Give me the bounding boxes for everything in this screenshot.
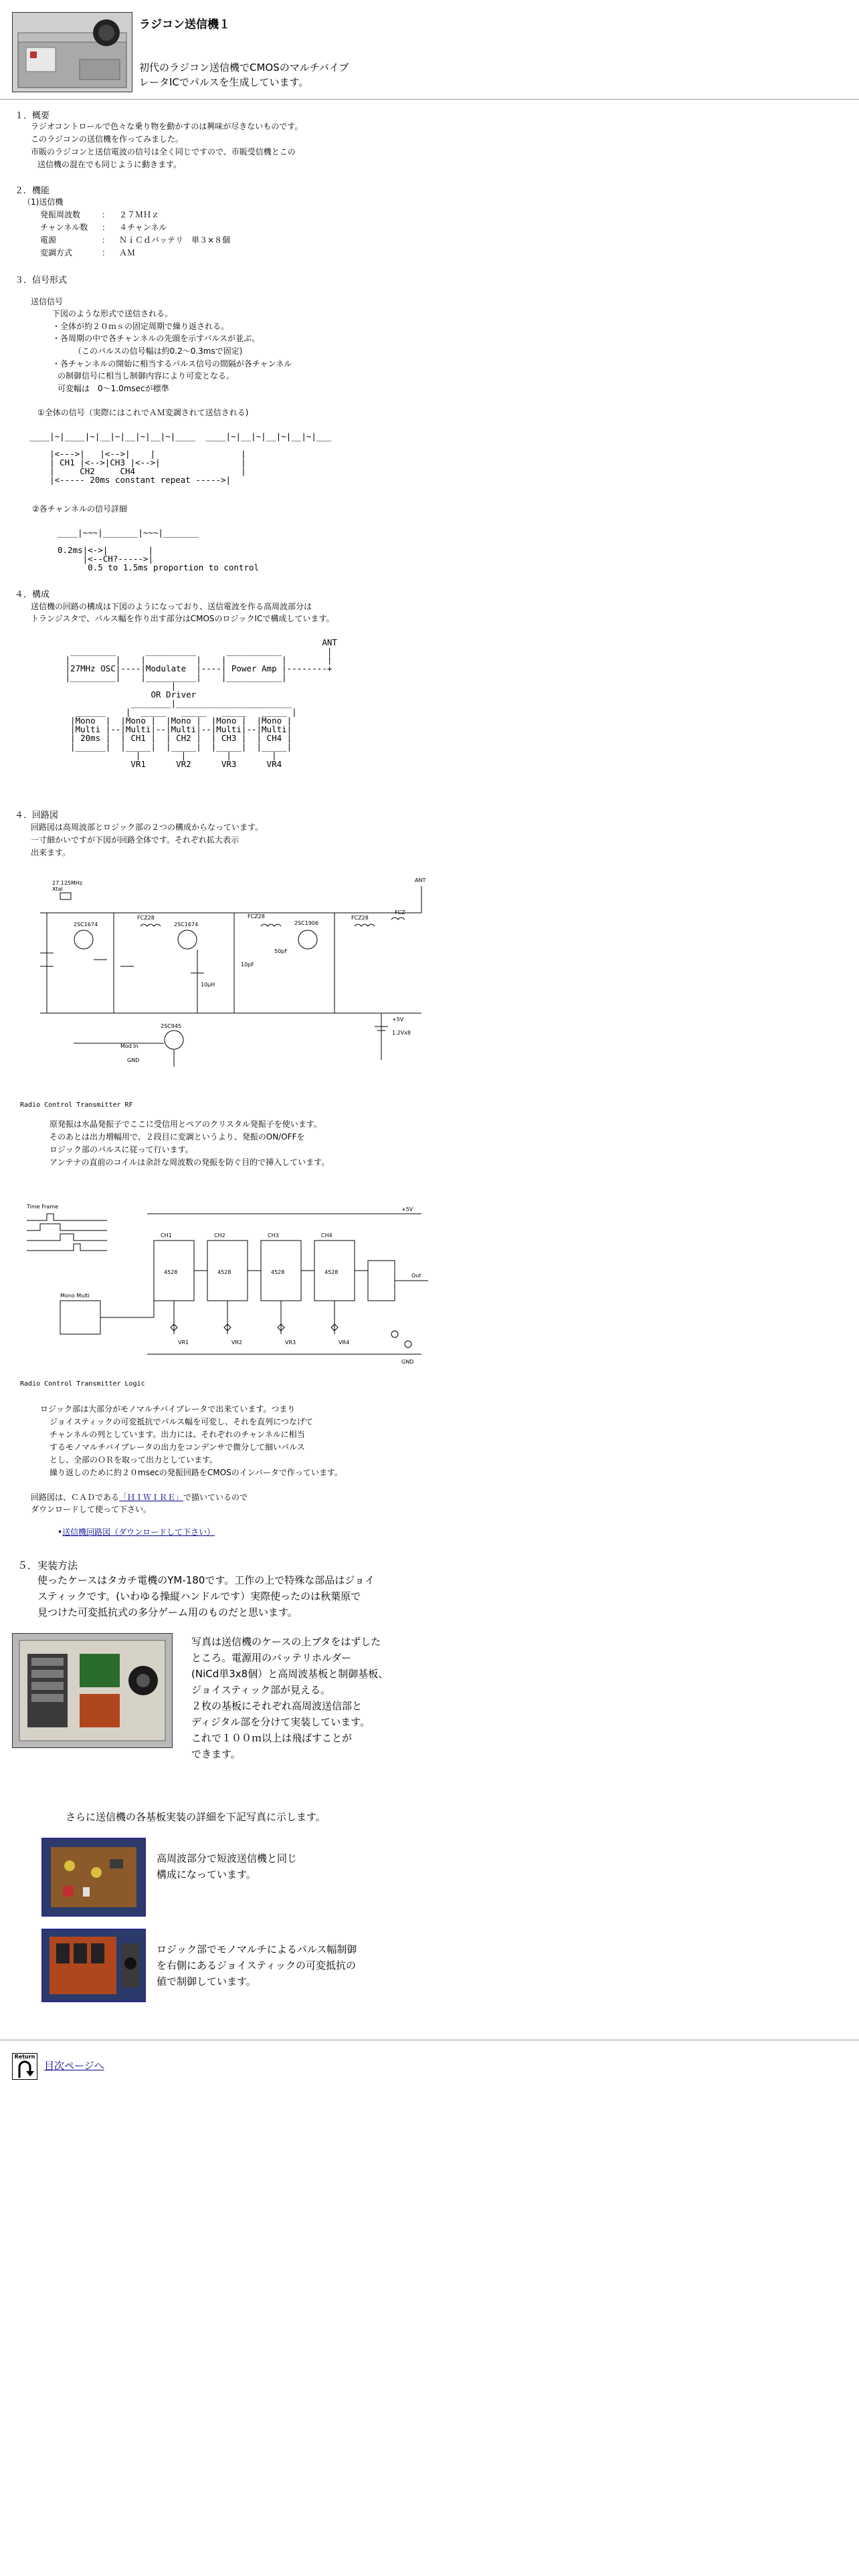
rf-label: 27.125MHz xyxy=(52,880,83,886)
spec-sep: ： xyxy=(102,248,110,257)
spec-key: 電源 xyxy=(40,235,57,245)
assembly-line: 使ったケースはタカチ電機のYM-180です。工作の上で特殊な部品はジョイ xyxy=(37,1574,375,1586)
logic-label: Out xyxy=(411,1273,421,1279)
rf-label: 2SC1906 xyxy=(294,920,319,926)
rf-label: FCZ xyxy=(395,909,405,916)
photo-desc-line: ２枚の基板にそれぞれ高周波送信部と xyxy=(191,1700,363,1712)
return-icon[interactable] xyxy=(12,2053,37,2080)
signal-subheading: 送信信号 xyxy=(31,297,64,306)
fig2-caption: ②各チャンネルの信号詳細 xyxy=(32,504,128,514)
section-heading-features: ２．機能 xyxy=(15,186,50,196)
transmitter-photo xyxy=(12,12,132,92)
logic-label: 4528 xyxy=(164,1269,178,1275)
spec-sep: ： xyxy=(102,223,110,232)
section-heading-schematic: ４．回路図 xyxy=(15,811,59,821)
rf-schematic-image[interactable] xyxy=(20,873,435,1073)
logic-label: CH3 xyxy=(268,1232,279,1239)
rf-board-desc-line: 高周波部分で短波送信機と同じ xyxy=(157,1852,298,1864)
rf-label: 10μH xyxy=(201,982,215,988)
signal-timing-diagram-overall: ____|~|____|~|__|~|__|~|__|~|____ ____|~|__|~|__|~|__|~|___ |<--->| |<-->| | | | CH1 |<-->|CH3 |<-->| | | CH2 CH4 | |<----- 20ms constant repeat ----->| xyxy=(29,431,332,485)
photo-desc-line: (NiCd単3x8個）と高周波基板と制御基板、 xyxy=(191,1668,389,1680)
rf-label: FCZ28 xyxy=(248,914,265,920)
photo-desc-line: ところ。電源用のバッテリホルダー xyxy=(191,1652,352,1664)
logic-board-photo[interactable] xyxy=(41,1929,146,2002)
rf-label: 2SC945 xyxy=(161,1023,182,1029)
bullet-icon: • xyxy=(58,1527,63,1537)
rf-label: 10pF xyxy=(241,962,254,968)
photo-desc-line: ジョイスティック部が見える。 xyxy=(191,1684,331,1696)
logic-schematic-image[interactable] xyxy=(20,1200,435,1374)
download-item xyxy=(58,1526,215,1539)
photo-desc-line: できます。 xyxy=(191,1748,241,1760)
logic-label: VR2 xyxy=(231,1339,243,1346)
logic-label: 4528 xyxy=(324,1269,339,1275)
logic-label: VR4 xyxy=(339,1339,350,1346)
section-heading-assembly: ５．実装方法 xyxy=(17,1560,78,1572)
logic-label: Time Frame xyxy=(27,1204,59,1210)
structure-line: トランジスタで、パルス幅を作り出す部分はCMOSのロジックICで構成しています。 xyxy=(31,614,335,623)
photo-desc-line: 写真は送信機のケースの上ブタをはずした xyxy=(191,1636,381,1648)
rf-label: 1.2Vx8 xyxy=(392,1030,411,1036)
subtitle-line-2: レータICでパルスを生成しています。 xyxy=(139,76,309,88)
u-turn-arrow-icon xyxy=(13,2060,37,2079)
features-subheading: （1)送信機 xyxy=(23,197,64,207)
fig1-caption: ①全体の信号（実際にはこれでＡＭ変調されて送信される) xyxy=(37,408,249,417)
return-icon-label: Return xyxy=(14,2054,35,2060)
rf-desc-line: ロジック部のパルスに従って行います。 xyxy=(50,1145,193,1154)
logic-board-desc-line: 値で制御しています。 xyxy=(157,1975,256,1988)
page-title: ラジコン送信機１ xyxy=(139,18,230,31)
signal-line: の制御信号に相当し制御内容により可変となる。 xyxy=(58,371,235,381)
spec-value: ＡＭ xyxy=(119,248,136,257)
logic-desc-line: チャンネルの列としています。出力には、それぞれのチャンネルに相当 xyxy=(50,1430,305,1439)
rf-label: 2SC1674 xyxy=(174,922,199,928)
rf-label: 50pF xyxy=(274,948,288,954)
rf-label: 2SC1674 xyxy=(74,922,98,928)
signal-timing-diagram-channel: ____|~~~|_______|~~~|_______ 0.2ms|<->| | |<--CH?----->| 0.5 to 1.5ms proportion to control xyxy=(58,528,260,572)
logic-board-desc-line: ロジック部でモノマルチによるパルス幅制御 xyxy=(157,1943,357,1955)
header-divider xyxy=(0,99,859,100)
signal-line: （このパルスの信号幅は約0.2〜0.3msで固定) xyxy=(74,346,243,356)
spec-key: 変調方式 xyxy=(40,248,73,257)
section-heading-signal: ３．信号形式 xyxy=(15,276,68,286)
rf-label: FCZ28 xyxy=(351,915,369,921)
logic-label: VR3 xyxy=(285,1339,296,1346)
rf-label: ANT xyxy=(415,877,426,883)
rf-board-photo[interactable] xyxy=(41,1838,146,1917)
spec-sep: ： xyxy=(102,210,110,219)
spec-value: ２７ＭＨｚ xyxy=(119,210,160,219)
logic-desc-line: ジョイスティックの可変抵抗でパルス幅を可変し、それを直列につなげて xyxy=(50,1417,313,1426)
download-schematic-link[interactable]: 送信機回路図（ダウンロードして下さい） xyxy=(62,1527,215,1537)
logic-label: CH2 xyxy=(214,1232,225,1239)
logic-label: 4528 xyxy=(217,1269,231,1275)
cad-note-pre: 回路図は、ＣＡＤである xyxy=(31,1493,120,1502)
cad-note-post: で描いているので xyxy=(183,1493,248,1502)
signal-line: 下図のような形式で送信される。 xyxy=(52,309,173,318)
logic-desc-line: 繰り返しのために約２０msecの発振回路をCMOSのインバータで作っています。 xyxy=(50,1468,343,1477)
rf-schematic-caption: Radio Control Transmitter RF xyxy=(20,1101,133,1109)
logic-label: +5V xyxy=(401,1206,413,1212)
signal-line: ・各周期の中で各チャンネルの先頭を示すパルスが並ぶ。 xyxy=(52,334,260,343)
overview-line: ラジオコントロールで色々な乗り物を動かすのは興味が尽きないものです。 xyxy=(31,122,303,131)
hiwire-link[interactable]: 「ＨＩＷＩＲＥ」 xyxy=(119,1493,184,1502)
spec-key: チャンネル数 xyxy=(40,223,88,232)
rf-label: +5V xyxy=(392,1016,404,1023)
schematic-line: 回路図は高周波部とロジック部の２つの構成からなっています。 xyxy=(31,823,264,832)
logic-label: GND xyxy=(401,1359,414,1365)
overview-line: このラジコンの送信機を作ってみました。 xyxy=(31,134,184,144)
rf-desc-line: そのあとは出力増幅用で、２段目に変調というより、発振のON/OFFを xyxy=(50,1132,305,1142)
section-heading-overview: １．概要 xyxy=(15,111,50,121)
logic-label: Mono Multi xyxy=(60,1293,90,1299)
schematic-line: 出来ます。 xyxy=(31,848,71,857)
rf-label: GND xyxy=(127,1057,140,1063)
signal-line: ・各チャンネルの開始に相当するパルス信号の間隔が各チャンネル xyxy=(52,359,292,368)
logic-board-desc-line: を右側にあるジョイスティックの可変抵抗の xyxy=(157,1959,357,1971)
spec-value: ４チャンネル xyxy=(119,223,167,232)
rf-desc-line: 原発振は水晶発振子でここに受信用とペアのクリスタル発振子を使います。 xyxy=(50,1119,322,1129)
subtitle-line-1: 初代のラジコン送信機でCMOSのマルチバイブ xyxy=(139,62,349,74)
logic-desc-line: ロジック部は大部分がモノマルチバイブレータで出来ています。つまり xyxy=(40,1404,296,1414)
signal-line: ・全体が約２０ｍｓの固定周期で繰り返される。 xyxy=(52,322,229,331)
overview-line: 送信機の混在でも同じように動きます。 xyxy=(37,160,182,169)
cad-note-line2: ダウンロードして使って下さい。 xyxy=(31,1505,152,1514)
detail-intro: さらに送信機の各基板実装の詳細を下記写真に示します。 xyxy=(66,1811,326,1823)
rf-label: Mod In xyxy=(120,1043,138,1049)
rf-board-desc-line: 構成になっています。 xyxy=(157,1868,256,1881)
toc-link[interactable]: 目次ページへ xyxy=(44,2060,104,2072)
logic-label: VR1 xyxy=(178,1339,189,1346)
assembly-line: スティックです。(いわゆる操縦ハンドルです）実際使ったのは秋葉原で xyxy=(37,1590,361,1602)
spec-value: ＮｉＣｄバッテリ 単３×８個 xyxy=(119,235,231,245)
photo-desc-line: ディジタル部を分けて実装しています。 xyxy=(191,1716,371,1728)
assembly-line: 見つけた可変抵抗式の多分ゲーム用のものだと思います。 xyxy=(37,1606,298,1618)
structure-line: 送信機の回路の構成は下図のようになっており、送信電波を作る高周波部分は xyxy=(31,602,312,611)
overview-line: 市販のラジコンと送信電波の信号は全く同じですので、市販受信機とこの xyxy=(31,147,296,156)
rf-label: Xtal xyxy=(52,886,63,892)
schematic-line: 一寸細かいですが下図が回路全体です。それぞれ拡大表示 xyxy=(31,835,240,845)
spec-sep: ： xyxy=(102,235,110,245)
section-heading-structure: ４．構成 xyxy=(15,590,50,600)
transmitter-open-case-photo xyxy=(12,1633,173,1748)
rf-label: FCZ28 xyxy=(137,915,155,921)
logic-label: CH4 xyxy=(321,1232,332,1239)
cad-note xyxy=(31,1491,248,1504)
logic-schematic-caption: Radio Control Transmitter Logic xyxy=(20,1380,145,1388)
logic-label: CH1 xyxy=(161,1232,172,1239)
logic-desc-line: するモノマルチバイブレータの出力をコンデンサで微分して細いパルス xyxy=(50,1442,305,1452)
photo-desc-line: これで１００ｍ以上は飛ばすことが xyxy=(191,1732,353,1744)
block-diagram: ANT _________ __________ ___________ | | | | | | | | |27MHz OSC|----|Modulate |----| Power Amp |--------+ |_________| |__________| |___________| | OR Driver ________|_______________________ ______ | _____ _____ _____ _____ | |Mono | |Mono | |Mono | |Mono | |Mono | |Multi |--|Multi|--|Multi|--|Multi|--|Multi| | 20ms | | CH1 | | CH2 | | CH3 | | CH4 | |______| |_____| |_____| |_____| |_____| | | | | VR1 VR2 VR3 VR4 xyxy=(65,637,337,769)
signal-line: 可変幅は 0〜1.0msecが標準 xyxy=(58,384,169,393)
spec-key: 発振周波数 xyxy=(40,210,81,219)
logic-desc-line: とし、全部のＯＲを取って出力としています。 xyxy=(50,1455,218,1465)
logic-label: 4528 xyxy=(271,1269,285,1275)
rf-desc-line: アンテナの直前のコイルは余計な周波数の発振を防ぐ目的で挿入しています。 xyxy=(50,1158,330,1167)
